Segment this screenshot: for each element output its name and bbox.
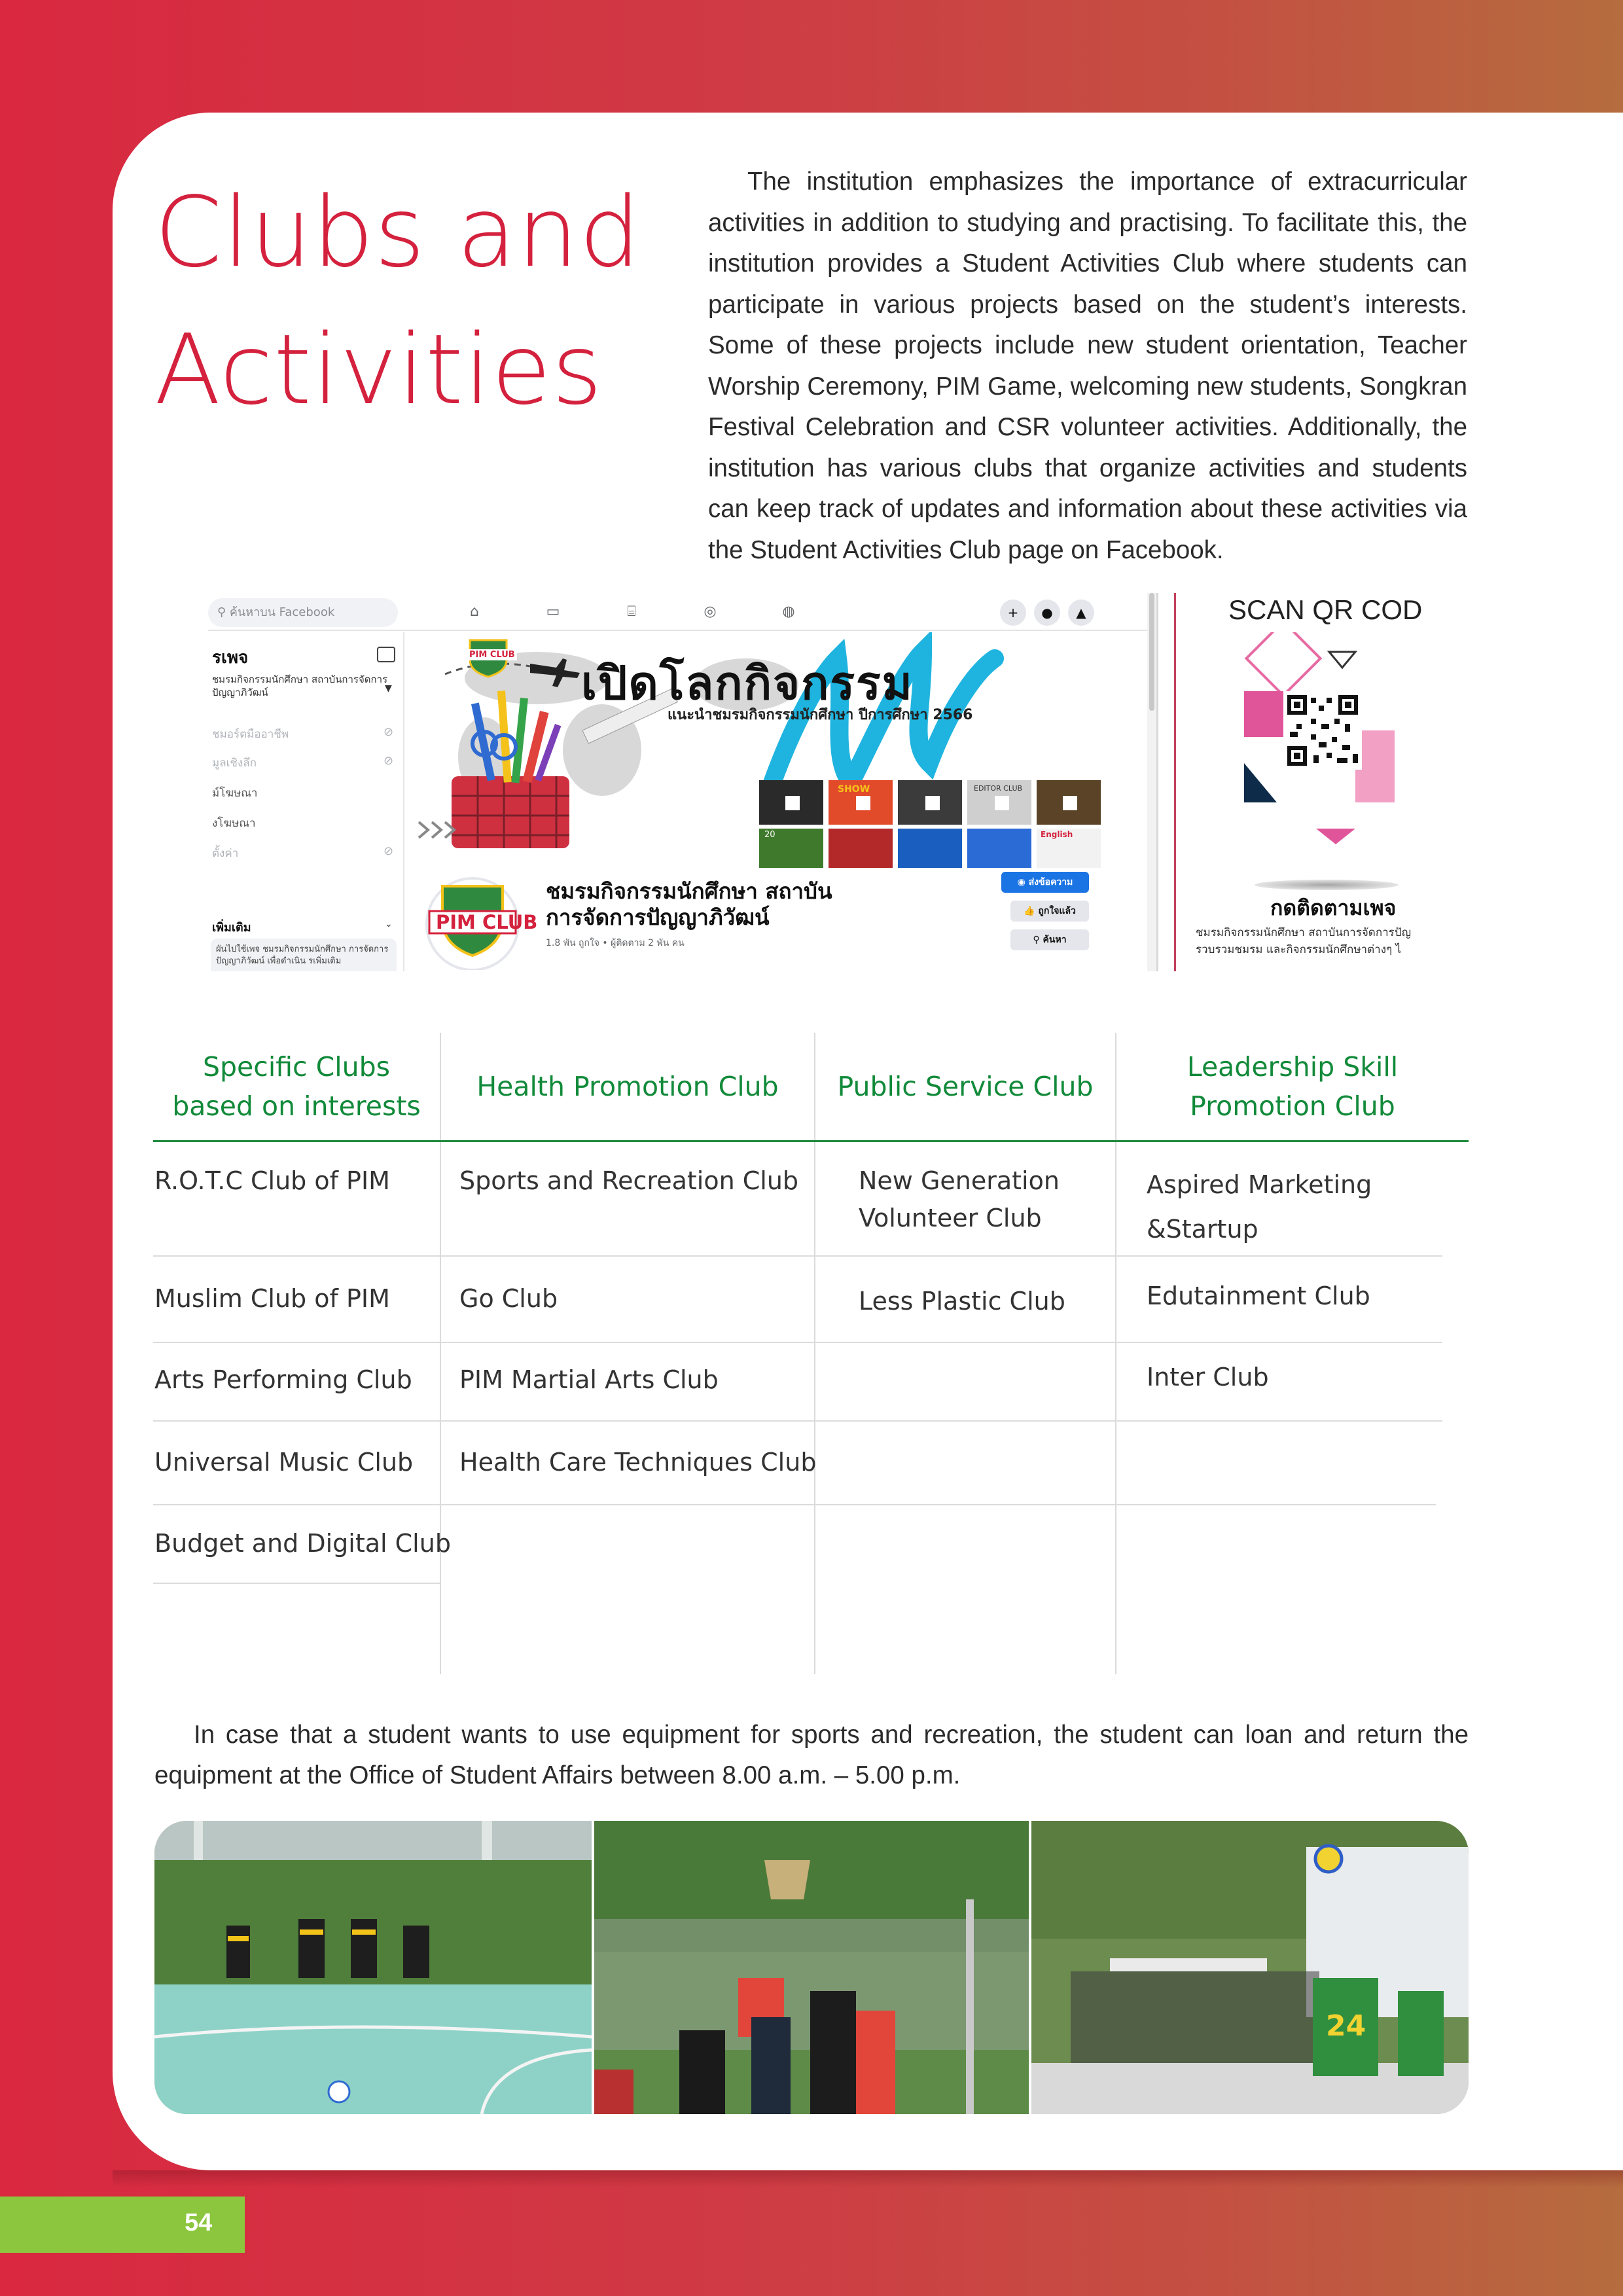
facebook-page-screenshot xyxy=(208,593,1158,971)
messenger-icon[interactable]: ● xyxy=(1034,600,1060,626)
thumbs-up-icon: 👍 xyxy=(1024,906,1039,916)
facebook-sidebar xyxy=(208,632,404,971)
card-shadow xyxy=(113,2170,1623,2187)
search-button-label: ค้นหา xyxy=(1043,935,1067,945)
club-less-plastic: Less Plastic Club xyxy=(859,1287,1065,1316)
club-rotc: R.O.T.C Club of PIM xyxy=(154,1166,390,1195)
qr-caption xyxy=(1196,924,1423,958)
sidebar-toggle-icon[interactable] xyxy=(377,647,395,662)
header-line: Promotion Club xyxy=(1190,1090,1395,1122)
cover-title: เปิดโลกกิจกรรม xyxy=(581,656,914,710)
info-icon: ⊘ xyxy=(383,754,394,768)
intro-paragraph: The institution emphasizes the importance of extracurricular activities in addition to studying and practising. To facilitate this, the institution provides a Student Activities Club where students can participate in various projects based on the student’s interests. Some of these projects include new student orientation, Teacher Worship Ceremony, PIM Game, welcoming new students, Songkran Festival Celebration and CSR volunteer activities. Additionally, the institution has various clubs that organize activities and students can keep track of updates and information about these activities via the Student Activities Club page on Facebook. xyxy=(708,168,1467,564)
home-icon[interactable]: ⌂ xyxy=(470,603,479,620)
club-line: &Startup xyxy=(1147,1215,1258,1244)
header-line: Leadership Skill xyxy=(1186,1051,1399,1083)
facebook-page-name xyxy=(546,878,952,931)
page-title-line1: Clubs and xyxy=(154,176,641,289)
club-edutainment: Edutainment Club xyxy=(1147,1282,1370,1310)
column-divider xyxy=(440,1033,441,1674)
follow-page-text: กดติดตามเพจ xyxy=(1270,895,1397,920)
switch-page-card[interactable]: ผันไปใช้เพจ ชมรมกิจกรรมนักศึกษา การจัดการปัญญาภิวัฒน์ เพื่อดำเนิน รเพิ่มเติม xyxy=(211,939,397,971)
club-sports-recreation: Sports and Recreation Club xyxy=(459,1166,799,1195)
chevron-down-icon[interactable]: ⌄ xyxy=(385,919,393,929)
futsal-photo xyxy=(154,1821,592,2114)
qr-title: SCAN QR COD xyxy=(1228,594,1423,625)
page-number: 54 xyxy=(185,2209,213,2236)
messenger-icon: ◉ xyxy=(1017,877,1029,888)
sidebar-item-create-ad[interactable]: งโฆษณา xyxy=(212,817,256,830)
liked-button-label: ถูกใจแล้ว xyxy=(1038,906,1076,916)
row-divider xyxy=(153,1255,1442,1257)
facebook-top-bar xyxy=(208,593,1156,631)
header-public-service: Public Service Club xyxy=(837,1071,1094,1102)
column-divider xyxy=(1115,1033,1116,1674)
qr-caption-line1: ชมรมกิจกรรมนักศึกษา สถาบันการจัดการปัญ xyxy=(1196,926,1412,939)
header-specific-clubs xyxy=(153,1047,440,1126)
page-title xyxy=(154,164,665,439)
club-new-generation-volunteer xyxy=(859,1162,1060,1237)
sidebar-item-insights[interactable]: มูลเชิงลึก xyxy=(212,757,257,770)
club-line: Aspired Marketing xyxy=(1147,1170,1372,1199)
avatar-label: PIM CLUB xyxy=(436,911,538,933)
facebook-search-input[interactable] xyxy=(208,598,398,627)
row-divider xyxy=(153,1504,1436,1505)
search-button[interactable] xyxy=(1010,929,1089,950)
page-title-line2: Activities xyxy=(154,314,603,426)
cover-photo-label: EDITOR CLUB xyxy=(974,784,1023,793)
marketplace-icon[interactable]: ⌸ xyxy=(627,603,636,620)
search-icon: ⚲ xyxy=(1033,935,1043,945)
qr-shadow xyxy=(1255,880,1399,890)
cover-photo xyxy=(406,632,1144,868)
equipment-paragraph: In case that a student wants to use equipment for sports and recreation, the student can loan and return the equipment at the Office of Student Affairs between 8.00 a.m. – 5.00 p.m. xyxy=(154,1721,1469,1789)
gaming-icon[interactable]: ◍ xyxy=(782,603,795,620)
info-icon: ⊘ xyxy=(383,844,394,858)
sidebar-item-settings[interactable]: ตั้งค่า xyxy=(212,847,239,860)
club-budget-digital: Budget and Digital Club xyxy=(154,1529,451,1558)
header-leadership-skill xyxy=(1116,1047,1469,1126)
notification-bell-icon[interactable]: ▲ xyxy=(1068,600,1094,626)
search-placeholder: ค้นหาบน Facebook xyxy=(229,605,335,619)
activity-photos xyxy=(154,1821,1469,2114)
club-health-care: Health Care Techniques Club xyxy=(459,1448,817,1477)
club-line: New Generation xyxy=(859,1166,1060,1195)
liked-button[interactable] xyxy=(1010,901,1089,922)
sidebar-item-ad-center[interactable]: ม์โฆษณา xyxy=(212,787,258,800)
row-divider xyxy=(153,1342,1442,1343)
search-icon: ⚲ xyxy=(217,605,230,619)
row-divider xyxy=(153,1583,440,1584)
video-icon[interactable]: ▭ xyxy=(546,603,560,620)
club-go: Go Club xyxy=(459,1284,558,1313)
sidebar-page-selector[interactable]: ชมรมกิจกรรมนักศึกษา สถาบันการจัดการปัญญาภิวัฒน์ xyxy=(212,673,388,698)
page-stats: 1.8 พัน ถูกใจ • ผู้ติดตาม 2 พัน คน xyxy=(546,938,685,948)
sidebar-more[interactable]: เพิ่มเติม xyxy=(212,921,251,935)
header-line: based on interests xyxy=(172,1090,421,1122)
qr-caption-line2: รวบรวมชมรม และกิจกรรมนักศึกษาต่างๆ ไ xyxy=(1196,943,1402,956)
club-aspired-marketing xyxy=(1147,1162,1372,1251)
sidebar-title: รเพจ xyxy=(212,648,249,668)
club-inter: Inter Club xyxy=(1147,1363,1269,1391)
header-health-promotion: Health Promotion Club xyxy=(476,1071,779,1102)
club-universal-music: Universal Music Club xyxy=(154,1448,414,1477)
club-line: Volunteer Club xyxy=(859,1204,1042,1232)
club-martial-arts: PIM Martial Arts Club xyxy=(459,1365,719,1394)
basketball-photo xyxy=(594,1821,1029,2114)
info-icon: ⊘ xyxy=(383,725,394,739)
cover-photo-label: SHOW xyxy=(838,784,870,795)
row-divider xyxy=(153,1420,1442,1422)
message-button[interactable] xyxy=(1001,872,1089,893)
header-line: Specific Clubs xyxy=(203,1051,390,1083)
page-name-line2: การจัดการปัญญาภิวัฒน์ xyxy=(546,905,770,930)
create-icon[interactable]: + xyxy=(1000,600,1026,626)
cover-photo-label: 20 xyxy=(764,830,776,840)
qr-code-panel xyxy=(1174,593,1423,971)
scrollbar[interactable] xyxy=(1147,593,1156,971)
message-button-label: ส่งข้อความ xyxy=(1028,877,1073,888)
club-muslim: Muslim Club of PIM xyxy=(154,1284,390,1313)
cover-photo-label: English xyxy=(1041,830,1073,839)
column-divider xyxy=(814,1033,815,1674)
facebook-page-info xyxy=(406,868,1144,971)
clubs-table xyxy=(153,1033,1469,1674)
cover-subtitle: แนะนำชมรมกิจกรรมนักศึกษา ปีการศึกษา 2566 xyxy=(668,707,973,723)
chevron-down-icon[interactable]: ▼ xyxy=(385,683,392,694)
groups-icon[interactable]: ◎ xyxy=(704,603,717,620)
qr-code[interactable] xyxy=(1238,632,1408,861)
club-arts-performing: Arts Performing Club xyxy=(154,1365,412,1394)
cover-badge-label: PIM CLUB xyxy=(467,649,517,660)
sidebar-item-professional[interactable]: ชมอร์ตมืออาชีพ xyxy=(212,728,289,741)
page-name-line1: ชมรมกิจกรรมนักศึกษา สถาบัน xyxy=(546,878,832,904)
volleyball-photo xyxy=(1031,1821,1469,2114)
header-underline xyxy=(153,1140,1469,1142)
jersey-number: 24 xyxy=(1326,2009,1366,2043)
